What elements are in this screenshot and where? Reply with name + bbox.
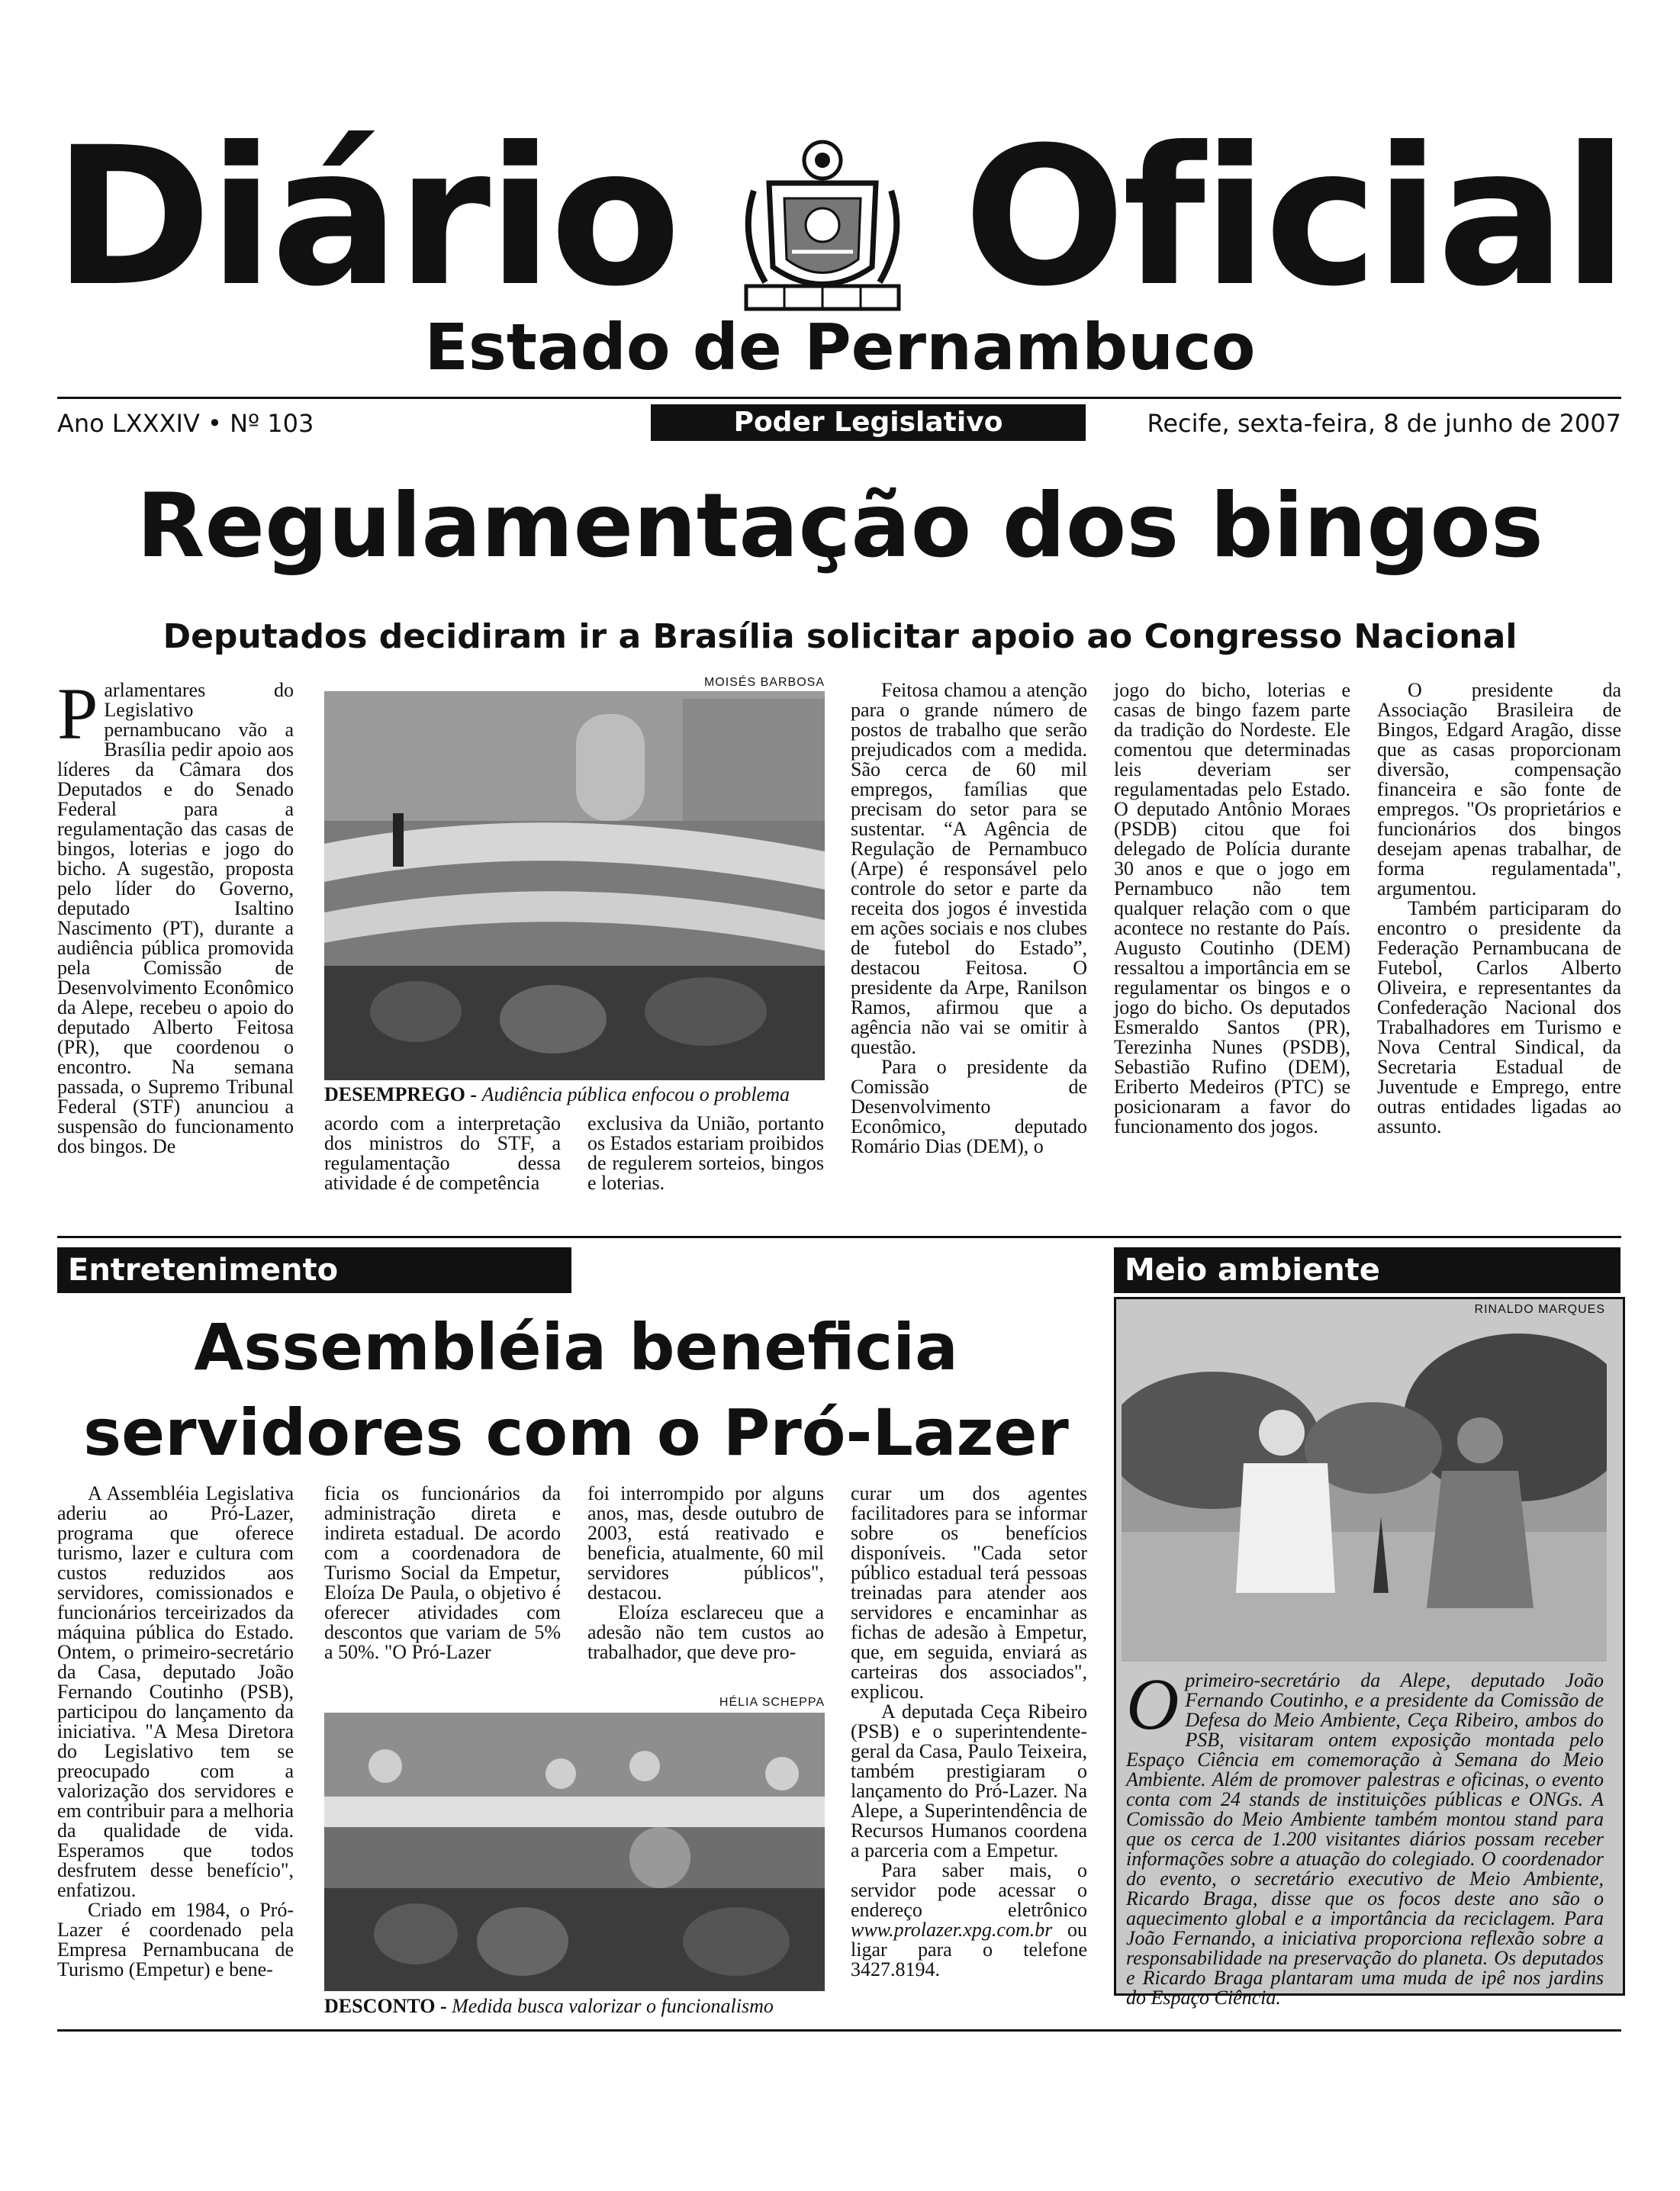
second-column-4 <box>851 1484 1087 1980</box>
second-col3-p1: foi interrompido por alguns anos, mas, desde outubro de 2003, está reativado e beneficia, atualmente, 60 mil servidores públicos", destacou. <box>587 1482 824 1604</box>
lead-deck: Deputados decidiram ir a Brasília solicitar apoio ao Congresso Nacional <box>163 617 1517 656</box>
coat-of-arms-icon <box>731 130 914 320</box>
second-headline-line2: servidores com o Pró-Lazer <box>83 1395 1069 1470</box>
masthead-title-left: Diário <box>53 106 678 328</box>
entretenimento-section-bar: Entretenimento <box>57 1247 571 1293</box>
section-label: Poder Legislativo <box>651 404 1086 441</box>
lead-under-photo-a <box>324 1114 561 1193</box>
lead-under-photo-b <box>587 1114 824 1193</box>
lead-col5-p1: jogo do bicho, loterias e casas de bingo fazem parte da tradição do Nordeste. Ele comentou que determinadas leis deveriam ser regulamentadas pelo Estado. O deputado Antônio Moraes (PSDB) citou que foi delegado de Polícia durante 30 anos e que o jogo em Pernambuco não tem qualquer relação com o que acontece no restante do País. Augusto Coutinho (DEM) ressaltou a importância em se regulamentar os bingos e o jogo do bicho. Os deputados Esmeraldo Santos (PR), Terezinha Nunes (PSDB), Sebastião Rufino (DEM), Eriberto Medeiros (PTC) se posicionaram a favor do funcionamento dos jogos. <box>1114 679 1350 1137</box>
masthead <box>53 106 1625 328</box>
lead-col4-p1: Feitosa chamou a atenção para o grande número de postos de trabalho que serão prejudicados com a medida. São cerca de 60 mil empregos, famílias que precisam do setor para se sustentar. “A Agência de Regulação de Pernambuco (Arpe) é responsável pelo controle do setor e parte da receita dos jogos é investida em ações sociais e nos clubes de futebol do Estado”, destacou Feitosa. O presidente da Arpe, Ranilson Ramos, afirmou que a agência não vai se omitir à questão. <box>851 679 1087 1058</box>
lead-under-photo-a-text: acordo com a interpretação dos ministros do STF, a regulamentação dessa atividade é de competência <box>324 1112 561 1194</box>
masthead-subtitle: Estado de Pernambuco <box>424 310 1256 384</box>
sidebar-dropcap: O <box>1126 1663 1180 1745</box>
masthead-title-right: Oficial <box>963 106 1625 328</box>
second-caption-text: Medida busca valorizar o funcionalismo <box>452 1995 774 2017</box>
prolazer-url-link[interactable]: www.prolazer.xpg.com.br <box>851 1919 1053 1941</box>
mid-rule <box>57 1236 1621 1238</box>
second-column-3 <box>587 1484 824 1662</box>
lead-col6-p1: O presidente da Associação Brasileira de Bingos, Edgard Aragão, disse que as casas proporcionam diversão, compensação financeira e são fonte de empregos. "Os proprietários e funcionários dos bingos desejam apenas trabalhar, de forma regulamentada", argumentou. <box>1377 679 1621 899</box>
second-col4-p2: A deputada Ceça Ribeiro (PSB) e o superintendente-geral da Casa, Paulo Teixeira, também prestigiaram o lançamento do Pró-Lazer. Na Alepe, a Superintendência de Recursos Humanos coordena a parceria com a Empetur. <box>851 1700 1087 1861</box>
bottom-rule <box>57 2029 1621 2032</box>
sidebar-photo-credit: RINALDO MARQUES <box>1474 1303 1605 1316</box>
top-rule <box>57 397 1621 399</box>
second-photo <box>324 1713 825 1991</box>
lead-col1-text: arlamentares do Legislativo pernambucano vão a Brasília pedir apoio aos líderes da Câmara dos Deputados e do Senado Federal para a regulamentação das casas de bingos, loterias e jogo do bicho. A sugestão, proposta pelo líder do Governo, deputado Isaltino Nascimento (PT), durante a audiência pública promovida pela Comissão de Desenvolvimento Econômico da Alepe, recebeu o apoio do deputado Alberto Feitosa (PR), que coordenou o encontro. Na semana passada, o Supremo Tribunal Federal (STF) anunciou a suspensão do funcionamento dos bingos. De <box>57 679 294 1157</box>
second-col3-p2: Eloíza esclareceu que a adesão não tem custos ao trabalhador, que deve pro- <box>587 1601 824 1663</box>
second-col1-p2: Criado em 1984, o Pró-Lazer é coordenado pela Empresa Pernambucana de Turismo (Empetur) e bene- <box>57 1899 294 1980</box>
issue-date: Recife, sexta-feira, 8 de junho de 2007 <box>1147 409 1621 438</box>
lead-headline: Regulamentação dos bingos <box>137 475 1543 578</box>
issue-volume: Ano LXXXIV • Nº 103 <box>57 409 314 438</box>
lead-column-5 <box>1114 680 1350 1137</box>
lead-column-6 <box>1377 680 1621 1137</box>
sidebar-photo <box>1122 1318 1607 1662</box>
second-col2-p1: ficia os funcionários da administração direta e indireta estadual. De acordo com a coordenadora de Turismo Social da Empetur, Eloíza De Paula, o objetivo é oferecer atividades com descontos que variam de 5% a 50%. "O Pró-Lazer <box>324 1482 561 1663</box>
lead-photo-credit: MOISÉS BARBOSA <box>703 676 825 689</box>
sidebar-text-body: primeiro-secretário da Alepe, deputado João Fernando Coutinho, e a presidente da Comissão de Defesa do Meio Ambiente, Ceça Ribeiro, ambos do PSB, visitaram ontem exposição montada pelo Espaço Ciência em comemoração à Semana do Meio Ambiente. Além de promover palestras e oficinas, o evento conta com 24 stands de instituições públicas e ONGs. A Comissão do Meio Ambiente também montou stand para que os cerca de 1.200 visitantes diários possam receber informações sobre a atuação do colegiado. O coordenador do evento, o secretário executivo de Meio Ambiente, Ricardo Braga, disse que os focos deste ano são o aquecimento global e a importância da reciclagem. Para João Fernando, a iniciativa proporciona reflexão sobre a responsabilidade na preservação do planeta. Os deputados e Ricardo Braga plantaram uma muda de ipê nos jardins do Espaço Ciência. <box>1126 1669 1604 2009</box>
second-col1-p1: A Assembléia Legislativa aderiu ao Pró-Lazer, programa que oferece turismo, lazer e cultura com custos reduzidos aos servidores, comissionados e funcionários terceirizados da máquina pública do Estado. Ontem, o primeiro-secretário da Casa, deputado João Fernando Coutinho (PSB), participou do lançamento da iniciativa. "A Mesa Diretora do Legislativo tem se preocupado com a valorização dos servidores e em contribuir para a melhoria da qualidade de vida. Esperamos que todos desfrutem desse benefício", enfatizou. <box>57 1482 294 1901</box>
second-col4-p3-after: ou ligar para o telefone 3427.8194. <box>851 1919 1087 1980</box>
lead-column-1 <box>57 673 294 1157</box>
lead-photo <box>324 691 825 1080</box>
second-col4-p1: curar um dos agentes facilitadores para se informar sobre os benefícios disponíveis. "Cada setor público estadual terá pessoas treinadas para atender aos servidores e encaminhar as fichas de adesão à Empetur, que, em seguida, enviará as carteiras dos associados", explicou. <box>851 1482 1087 1703</box>
issue-bar <box>57 404 1621 442</box>
second-photo-credit: HÉLIA SCHEPPA <box>719 1696 825 1709</box>
lead-photo-caption <box>324 1083 790 1106</box>
meio-ambiente-section-bar: Meio ambiente <box>1114 1247 1620 1293</box>
second-col4-p3-before: Para saber mais, o servidor pode acessar o endereço eletrônico <box>851 1859 1087 1921</box>
lead-caption-text: Audiência pública enfocou o problema <box>481 1083 790 1105</box>
lead-caption-label: DESEMPREGO - <box>324 1083 478 1105</box>
second-headline-line1: Assembléia beneficia <box>194 1310 958 1385</box>
lead-dropcap: P <box>57 673 98 754</box>
second-col4-p3 <box>851 1861 1087 1980</box>
sidebar-text <box>1126 1663 1604 2009</box>
lead-under-photo-b-text: exclusiva da União, portanto os Estados estariam proibidos de regulerem sorteios, bingos e loterias. <box>587 1112 824 1194</box>
second-column-2 <box>324 1484 561 1662</box>
second-photo-caption <box>324 1995 774 2018</box>
lead-column-4 <box>851 680 1087 1157</box>
second-column-1 <box>57 1484 294 1980</box>
lead-col6-p2: Também participaram do encontro o presidente da Federação Pernambucana de Futebol, Carlos Alberto Oliveira, e representantes da Confederação Nacional dos Trabalhadores em Turismo e Nova Central Sindical, da Secretaria Estadual de Juventude e Emprego, entre outras entidades ligadas ao assunto. <box>1377 897 1621 1137</box>
second-caption-label: DESCONTO - <box>324 1995 447 2017</box>
lead-col4-p2: Para o presidente da Comissão de Desenvolvimento Econômico, deputado Romário Dias (DEM), o <box>851 1056 1087 1157</box>
